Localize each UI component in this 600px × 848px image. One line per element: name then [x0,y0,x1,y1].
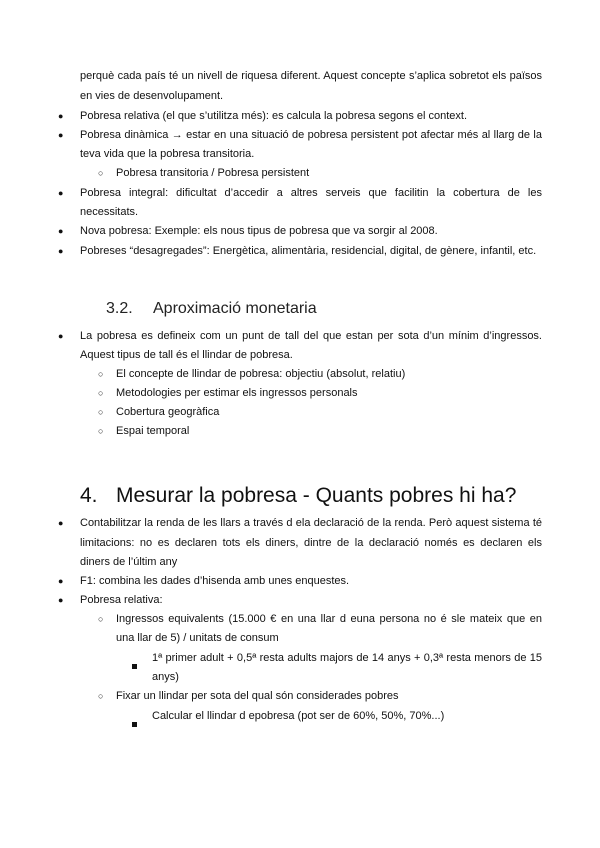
list-item-nova: Nova pobresa: Exemple: els nous tipus de pobresa que va sorgir al 2008. [80,225,438,237]
sub-item-fixar: Fixar un llindar per sota del qual són considerades pobres [116,690,399,702]
list-item-dinamica-line-1: Pobresa dinàmica → estar en una situació de pobresa persistent pot afectar més al llarg de la [80,129,542,141]
section-3-2-title: Aproximació monetaria [153,300,317,317]
list-item-f1: F1: combina les dades d’hisenda amb unes enquestes. [80,575,350,587]
bullet-icon: ● [58,246,64,256]
sub-sub-item-adult-line-1: 1ª primer adult + 0,5ª resta adults majors de 14 anys + 0,3ª resta menors de 15 [152,652,542,664]
circle-bullet-icon: ○ [98,426,104,436]
bullet-icon: ● [58,130,64,140]
bullet-icon: ● [58,188,64,198]
paragraph-contabilitzar-line-2: limitacions: no es declaren tots els diners, dintre de la declaració només es declaren els [80,537,542,549]
paragraph-pobresa-line-1: La pobresa es defineix com un punt de tall del que estan per sota d’un mínim d’ingressos. [80,330,542,342]
bullet-icon: ● [58,595,64,605]
paragraph-contabilitzar-line-3: diners de l’últim any [80,556,178,568]
intro-line-1: perquè cada país té un nivell de riquesa diferent. Aquest concepte s’aplica sobretot els països [80,70,542,82]
square-bullet-icon [132,714,137,732]
circle-bullet-icon: ○ [98,691,104,701]
circle-bullet-icon: ○ [98,369,104,379]
section-4-title: Mesurar la pobresa - Quants pobres hi ha? [116,484,517,507]
paragraph-pobresa-line-2: Aquest tipus de tall és el llindar de pobresa. [80,349,293,361]
sub-item-cobertura: Cobertura geogràfica [116,406,220,418]
sub-item-metodologies: Metodologies per estimar els ingressos personals [116,387,358,399]
bullet-icon: ● [58,226,64,236]
list-item-pobresa-relativa: Pobresa relativa: [80,594,163,606]
sub-item-ingressos-line-1: Ingressos equivalents (15.000 € en una llar d euna persona no é sle mateix que en [116,613,542,625]
bullet-icon: ● [58,576,64,586]
bullet-icon: ● [58,111,64,121]
list-item-dinamica-line-2: teva vida que la pobresa transitoria. [80,148,255,160]
circle-bullet-icon: ○ [98,388,104,398]
list-item-integral-line-2: necessitats. [80,206,139,218]
list-item-relativa: Pobresa relativa (el que s’utilitza més): es calcula la pobresa segons el context. [80,110,468,122]
paragraph-contabilitzar-line-1: Contabilitzar la renda de les llars a través d ela declaració de la renda. Però aquest sistema té [80,517,542,529]
sub-item-espai: Espai temporal [116,425,190,437]
intro-line-2: en vies de desenvolupament. [80,90,224,102]
section-3-2-number: 3.2. [106,300,133,317]
sub-sub-item-calcular: Calcular el llindar d epobresa (pot ser de 60%, 50%, 70%...) [152,710,445,722]
sub-item-transitoria: Pobresa transitoria / Pobresa persistent [116,167,310,179]
circle-bullet-icon: ○ [98,168,104,178]
square-bullet-icon [132,656,137,674]
sub-item-ingressos-line-2: una llar de 5) / unitats de consum [116,632,279,644]
sub-item-concepte: El concepte de llindar de pobresa: objectiu (absolut, relatiu) [116,368,406,380]
bullet-icon: ● [58,518,64,528]
section-4-number: 4. [80,484,98,507]
circle-bullet-icon: ○ [98,407,104,417]
sub-sub-item-adult-line-2: anys) [152,671,179,683]
list-item-integral-line-1: Pobresa integral: dificultat d’accedir a altres serveis que facilitin la cobertura de les [80,187,542,199]
list-item-desagregades: Pobreses “desagregades”: Energètica, alimentària, residencial, digital, de gènere, infantil, etc. [80,245,537,257]
circle-bullet-icon: ○ [98,614,104,624]
bullet-icon: ● [58,331,64,341]
